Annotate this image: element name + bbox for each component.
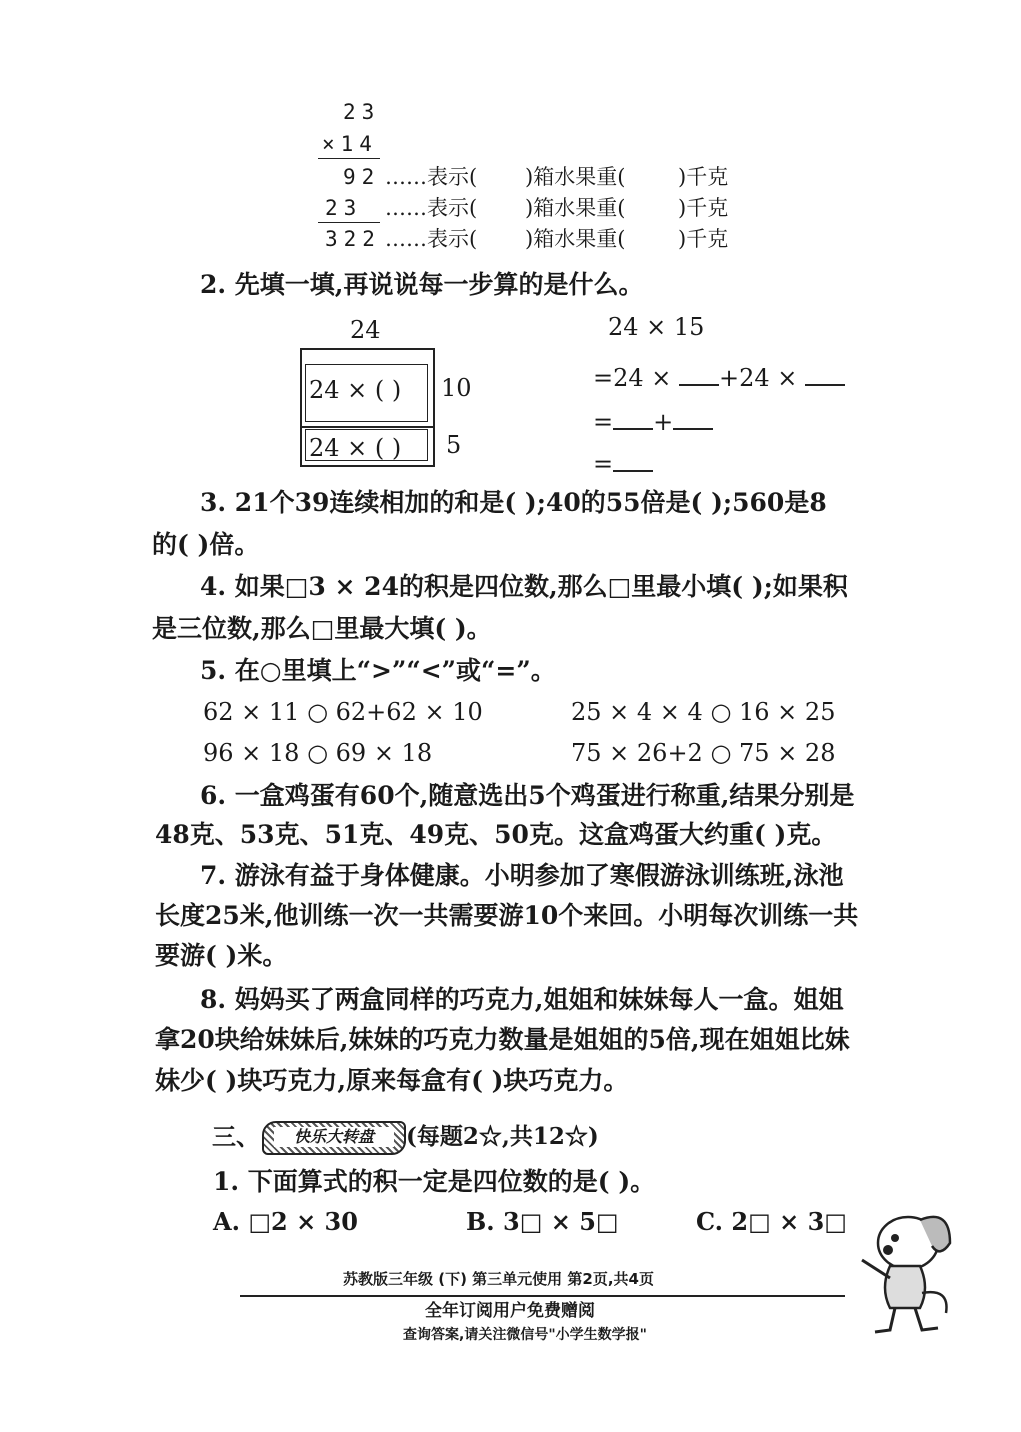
question-4-line-2: 是三位数,那么□里最大填( )。 [152, 614, 492, 643]
compare-item-3: 96 × 18 ○ 69 × 18 [203, 739, 433, 767]
eq1-b: +24 × [719, 364, 806, 392]
area-side-1: 10 [441, 374, 472, 402]
question-2: 2. 先填一填,再说说每一步算的是什么。 [200, 270, 644, 299]
footer-info: 苏教版三年级 (下) 第三单元使用 第2页,共4页 [343, 1270, 654, 1288]
calc-row-2-b: )箱水果重( [525, 196, 626, 220]
equation-head: 24 × 15 [608, 313, 705, 341]
section-3-badge-label: 快乐大转盘 [274, 1127, 394, 1147]
equation-line-3 [593, 448, 653, 478]
question-8-line-1: 8. 妈妈买了两盒同样的巧克力,姐姐和妹妹每人一盒。姐姐 [200, 985, 844, 1014]
section-3-badge [262, 1121, 406, 1155]
question-4-line-1: 4. 如果□3 × 24的积是四位数,那么□里最小填( );如果积 [200, 572, 848, 601]
eq1-a: =24 × [593, 364, 680, 392]
partial-product-1: 92 [343, 165, 381, 189]
calc-rule-2 [318, 222, 380, 223]
blank-2[interactable] [805, 362, 845, 386]
calc-row-3-b: )箱水果重( [525, 227, 626, 251]
calc-row-3-a: ……表示( [385, 227, 478, 251]
blank-1[interactable] [679, 362, 719, 386]
blank-3[interactable] [613, 406, 653, 430]
compare-item-2: 25 × 4 × 4 ○ 16 × 25 [571, 698, 836, 726]
partial-product-2: 23 [325, 196, 363, 220]
final-product: 322 [325, 227, 381, 251]
question-7-line-3: 要游( )米。 [155, 941, 288, 970]
area-row-1: 24 × ( ) [309, 376, 402, 404]
calc-row-3-c: )千克 [678, 227, 729, 251]
question-6-line-1: 6. 一盒鸡蛋有60个,随意选出5个鸡蛋进行称重,结果分别是 [200, 781, 855, 810]
question-7-line-2: 长度25米,他训练一次一共需要游10个来回。小明每次训练一共 [155, 901, 859, 930]
question-6-line-2: 48克、53克、51克、49克、50克。这盒鸡蛋大约重( )克。 [155, 820, 837, 849]
eq2-b: + [653, 408, 674, 436]
question-7-line-1: 7. 游泳有益于身体健康。小明参加了寒假游泳训练班,泳池 [200, 861, 844, 890]
eq2-a: = [593, 408, 614, 436]
calc-row-2-c: )千克 [678, 196, 729, 220]
option-a: A. □2 × 30 [213, 1207, 358, 1236]
calc-row-1-c: )千克 [678, 165, 729, 189]
question-5: 5. 在○里填上“>”“<”或“=”。 [200, 656, 556, 685]
eq3: = [593, 450, 614, 478]
compare-item-4: 75 × 26+2 ○ 75 × 28 [571, 739, 836, 767]
footer-query: 查询答案,请关注微信号"小学生数学报" [403, 1327, 647, 1343]
area-model-divider [302, 426, 433, 428]
question-3-line-1: 3. 21个39连续相加的和是( );40的55倍是( );560是8 [200, 488, 827, 517]
question-8-line-2: 拿20块给妹妹后,妹妹的巧克力数量是姐姐的5倍,现在姐姐比妹 [155, 1025, 850, 1054]
section-3-score: (每题2☆,共12☆) [406, 1123, 599, 1150]
footer-free: 全年订阅用户免费赠阅 [425, 1301, 595, 1321]
footer-rule [240, 1295, 845, 1297]
blank-4[interactable] [673, 406, 713, 430]
box-top-label: 24 [350, 316, 381, 344]
option-c: C. 2□ × 3□ [696, 1207, 847, 1236]
section-3-question-1: 1. 下面算式的积一定是四位数的是( )。 [213, 1167, 656, 1196]
option-b: B. 3□ × 5□ [466, 1207, 619, 1236]
calc-row-2-a: ……表示( [385, 196, 478, 220]
calc-row-1-b: )箱水果重( [525, 165, 626, 189]
compare-item-1: 62 × 11 ○ 62+62 × 10 [203, 698, 483, 726]
blank-5[interactable] [613, 448, 653, 472]
multiplier: ×14 [322, 132, 378, 156]
multiplicand: 23 [343, 100, 381, 124]
equation-line-1 [593, 362, 845, 392]
calc-rule-1 [318, 158, 380, 159]
question-8-line-3: 妹少( )块巧克力,原来每盒有( )块巧克力。 [155, 1066, 629, 1095]
section-3-number: 三、 [212, 1122, 260, 1151]
area-row-2: 24 × ( ) [309, 434, 402, 462]
area-side-2: 5 [446, 431, 462, 459]
dog-mascot-icon [850, 1198, 960, 1338]
calc-row-1-a: ……表示( [385, 165, 478, 189]
question-3-line-2: 的( )倍。 [152, 530, 260, 559]
equation-line-2 [593, 406, 713, 436]
